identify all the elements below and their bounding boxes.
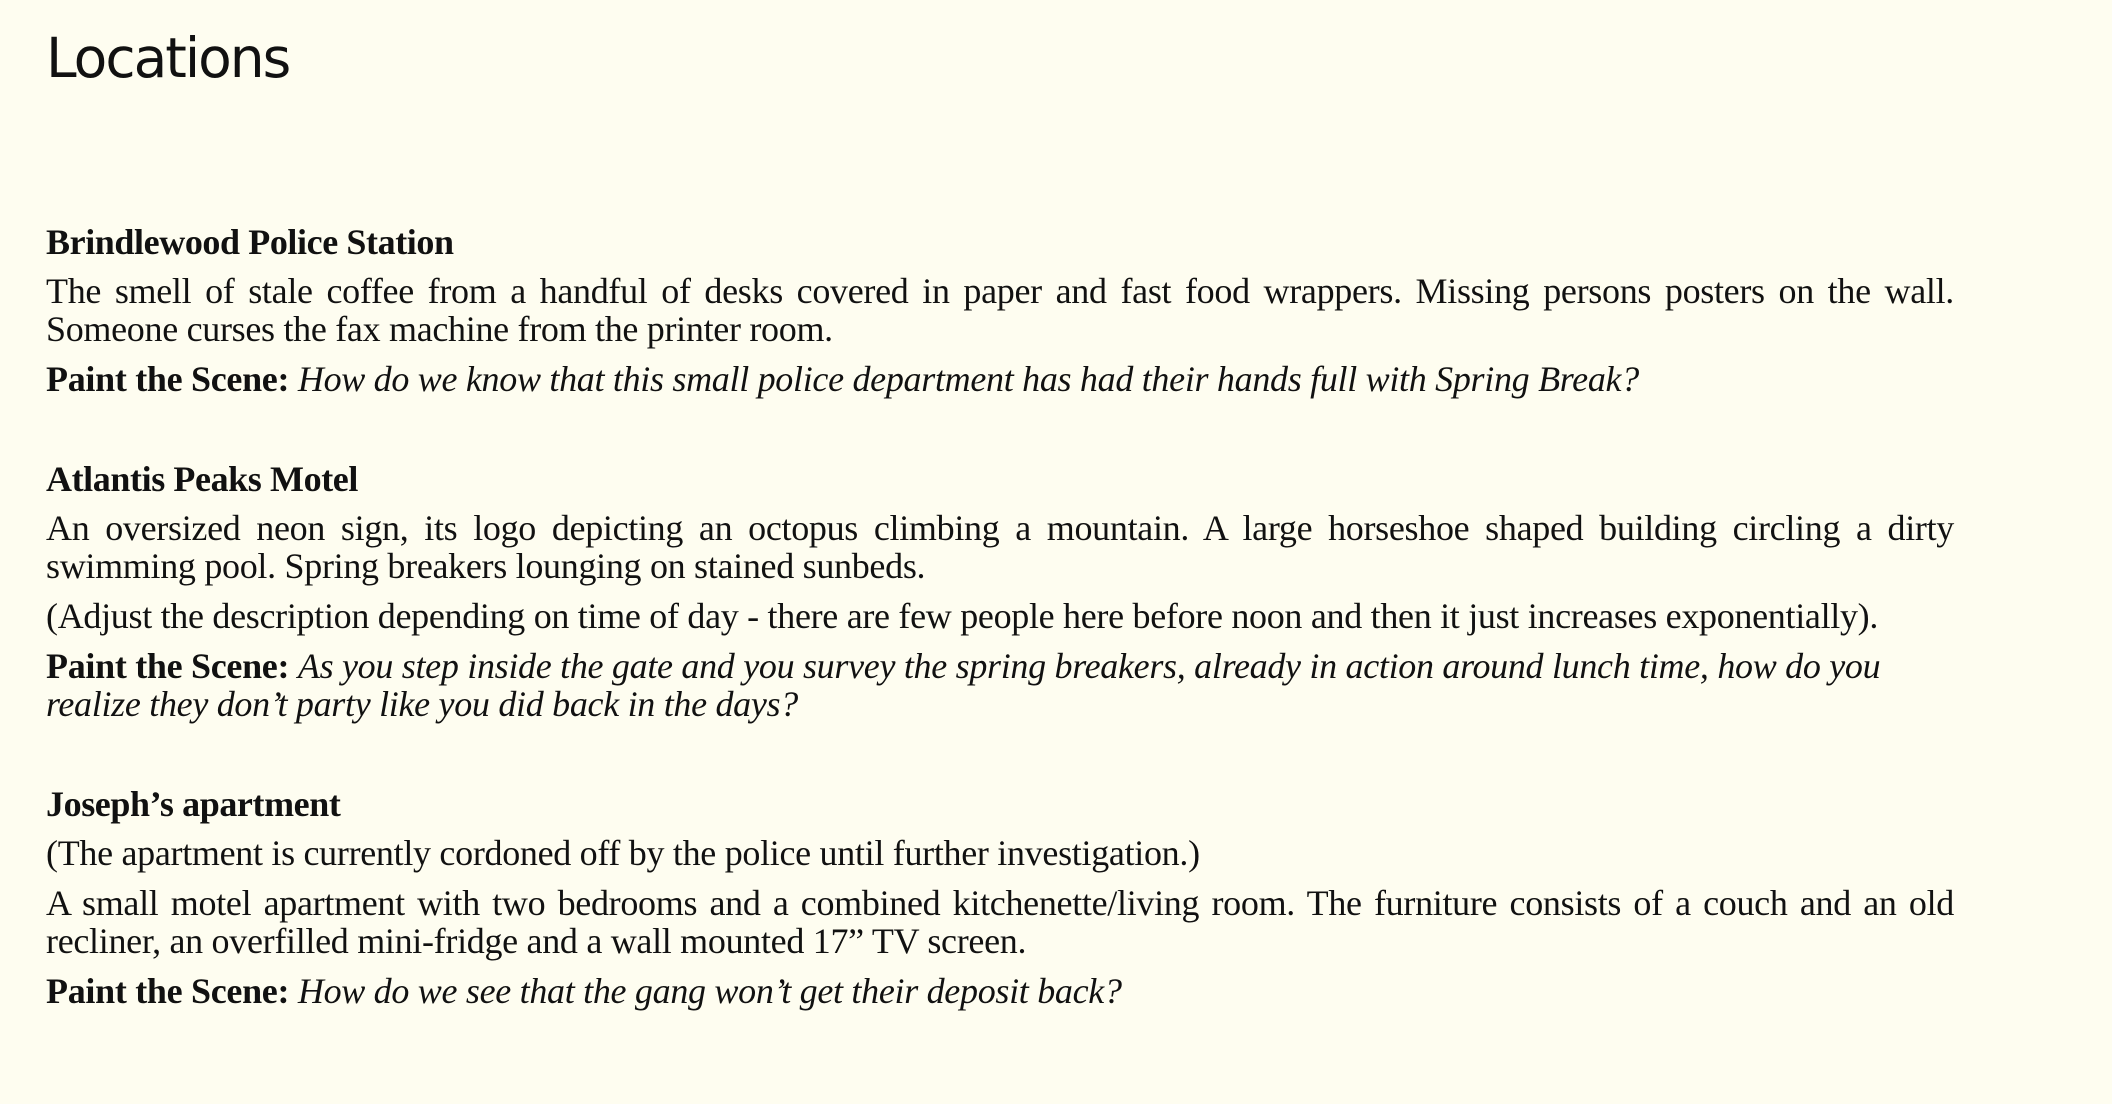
scene-question: As you step inside the gate and you survey the spring breakers, already in action around lunch time, how do you realize they don’t party like you did back in the days?: [46, 646, 1881, 724]
scene-label: Paint the Scene:: [46, 971, 290, 1011]
page-title: Locations: [46, 26, 290, 90]
location-motel: [46, 455, 1954, 723]
location-josephs-apartment: [46, 780, 1954, 1010]
paint-the-scene: [46, 360, 1954, 398]
location-description: A small motel apartment with two bedrooms and a combined kitchenette/living room. The furniture consists of a couch and an old recliner, an overfilled mini-fridge and a wall mounted 17” TV screen.: [46, 883, 1954, 961]
locations-list: [46, 218, 1954, 1067]
scene-label: Paint the Scene:: [46, 359, 290, 399]
location-police-station: [46, 218, 1954, 398]
paint-the-scene: [46, 647, 1954, 723]
scene-label: Paint the Scene:: [46, 646, 290, 686]
location-heading: Atlantis Peaks Motel: [46, 459, 358, 499]
location-note: (The apartment is currently cordoned off by the police until further investigation.): [46, 833, 1200, 873]
paint-the-scene: [46, 972, 1954, 1010]
scene-question: How do we see that the gang won’t get their deposit back?: [297, 971, 1122, 1011]
scene-question: How do we know that this small police department has had their hands full with Spring Break?: [297, 359, 1639, 399]
location-note: (Adjust the description depending on time of day - there are few people here before noon and then it just increases exponentially).: [46, 596, 1879, 636]
location-heading: Joseph’s apartment: [46, 784, 341, 824]
location-heading: Brindlewood Police Station: [46, 222, 454, 262]
location-description: The smell of stale coffee from a handful of desks covered in paper and fast food wrappers. Missing persons posters on the wall. Someone curses the fax machine from the printer room.: [46, 271, 1954, 349]
location-description: An oversized neon sign, its logo depicting an octopus climbing a mountain. A large horseshoe shaped building circling a dirty swimming pool. Spring breakers lounging on stained sunbeds.: [46, 508, 1954, 586]
